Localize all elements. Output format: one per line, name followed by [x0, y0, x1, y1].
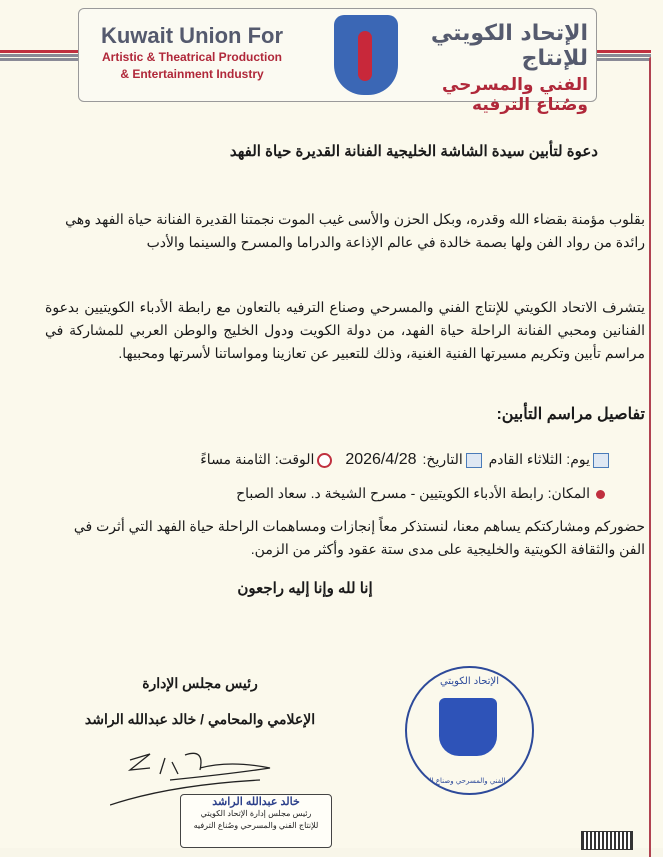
paragraph-condolence: بقلوب مؤمنة بقضاء الله وقدره، وبكل الحزن والأسى غيب الموت نجمتنا القديرة الفنانة حياة الفهد وهي رائدة من رواد الفن ولها بصمة خالدة في عالم الإذاعة والدراما والمسرح والسينما والأدب [65, 211, 645, 250]
event-date-label: التاريخ: [422, 451, 463, 467]
calendar-icon [466, 453, 482, 468]
org-name-ar [388, 21, 588, 115]
stamp-line1: رئيس مجلس إدارة الإتحاد الكويتي [200, 809, 312, 818]
org-name-en [87, 23, 297, 83]
location-pin-icon [596, 490, 605, 499]
signatory-title: رئيس مجلس الإدارة [142, 675, 258, 691]
org-name-ar-line2: الفني والمسرحي وصُناع الترفيه [441, 75, 588, 115]
seal-bottom-text: للإنتاج الفني والمسرحي وصناع الترفيه [414, 777, 525, 785]
closing-verse: إنا لله وإنا إليه راجعون [237, 580, 373, 597]
details-heading: تفاصيل مراسم التأبين: [496, 406, 645, 423]
seal-top-text: الإتحاد الكويتي [439, 676, 500, 687]
official-seal [405, 666, 534, 795]
event-date: 2026/4/28 [345, 451, 417, 468]
event-day: يوم: الثلاثاء القادم [488, 451, 590, 467]
header-stripes-left [0, 50, 78, 62]
name-stamp [180, 794, 332, 848]
event-time: الوقت: الثامنة مساءً [200, 451, 315, 467]
paragraph-participation: حضوركم ومشاركتكم يساهم معنا، لنستذكر معاً إنجازات ومساهمات الراحلة حياة الفهد التي أثرت في الفن والثقافة الكويتية والخليجية على مدى ستة عقود وأكثر من الزمن. [73, 518, 645, 557]
signatory-name: الإعلامي والمحامي / خالد عبدالله الراشد [84, 711, 316, 727]
event-datetime [45, 448, 612, 471]
org-name-en-line2: Artistic & Theatrical Production [101, 50, 283, 64]
calendar-icon [593, 453, 609, 468]
org-name-ar-line1: الإتحاد الكويتي للإنتاج [430, 21, 588, 71]
event-place-text: المكان: رابطة الأدباء الكويتيين - مسرح الشيخة د. سعاد الصباح [236, 485, 590, 501]
letterhead [78, 8, 597, 115]
document-title: دعوة لتأبين سيدة الشاشة الخليجية الفنانة القديرة حياة الفهد [229, 143, 598, 160]
clock-icon [317, 453, 332, 468]
qr-code-icon [581, 831, 633, 850]
page-border-rule [649, 57, 651, 857]
event-place [45, 482, 605, 505]
org-name-en-line3: & Entertainment Industry [120, 67, 264, 81]
org-name-en-line1: Kuwait Union For [100, 23, 284, 48]
paragraph-invitation: يتشرف الاتحاد الكويتي للإنتاج الفني والمسرحي وصناع الترفيه بالتعاون مع رابطة الأدباء الكويتيين بدعوة الفنانين ومحبي الفنانة الراحلة حياة الفهد، من دولة الكويت ودول الخليج والوطن العربي للمشاركة في مراسم تأبين وتكريم مسيرتها الفنية الغنية، وذلك للتعبير عن تعازينا ومواساتنا لأسرتها ومحبيها. [45, 299, 645, 361]
stamp-name: خالد عبدالله الراشد [212, 796, 300, 808]
stamp-line2: للإنتاج الفني والمسرحي وصُناع الترفيه [193, 821, 319, 830]
seal-logo-icon [439, 698, 497, 756]
header-stripes-right [595, 50, 651, 62]
